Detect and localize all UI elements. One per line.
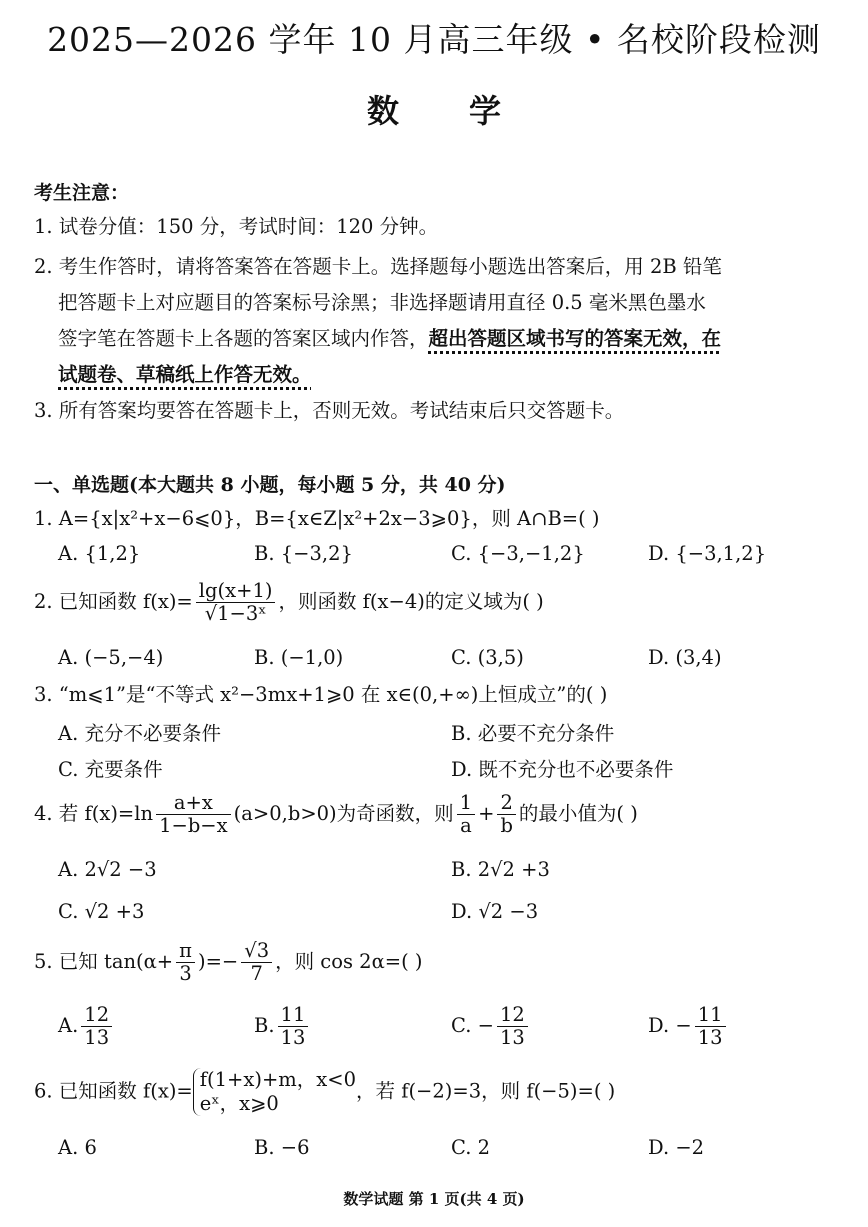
question-5-a-fraction (81, 1004, 112, 1049)
notice-item-1: 1. 试卷分值：150 分，考试时间：120 分钟。 (34, 215, 439, 238)
question-4-f2-den: b (500, 814, 513, 837)
question-5-d-den: 13 (697, 1026, 723, 1049)
question-2-pre: 2. 已知函数 f(x)= (34, 590, 193, 613)
question-5-a-label: A. (58, 1014, 79, 1037)
question-4-plus: + (478, 802, 495, 825)
question-2-option-c: C. (3,5) (451, 646, 524, 669)
question-5-sqrt-fraction (241, 940, 272, 985)
question-4-post: 的最小值为( ) (518, 802, 638, 825)
notice-item-2-line-4 (58, 362, 312, 388)
question-3-option-c: C. 充要条件 (58, 758, 163, 781)
question-6-post: ，若 f(−2)=3，则 f(−5)=( ) (356, 1079, 616, 1103)
question-4-fraction-1 (457, 792, 475, 837)
question-4-option-d: D. √2 −3 (451, 900, 539, 923)
question-4-numerator: a+x (156, 792, 231, 815)
question-5-pi-fraction (176, 940, 195, 985)
question-5-sqrt-den: 7 (250, 962, 263, 985)
question-6-option-b: B. −6 (254, 1136, 310, 1159)
question-6-pre: 6. 已知函数 f(x)= (34, 1079, 193, 1103)
notice-item-3: 3. 所有答案均要答在答题卡上，否则无效。考试结束后只交答题卡。 (34, 399, 625, 422)
question-5-option-c (451, 1004, 531, 1049)
page-footer: 数学试题 第 1 页(共 4 页) (343, 1190, 525, 1208)
question-5-mid: )=− (197, 950, 239, 973)
question-2-denominator: √1−3ˣ (204, 602, 267, 625)
question-2-option-d: D. (3,4) (648, 646, 722, 669)
subject-title: 数学 (366, 92, 571, 130)
question-4-mid: (a>0,b>0)为奇函数，则 (233, 802, 454, 825)
question-2-option-a: A. (−5,−4) (58, 646, 164, 669)
question-6-stem (34, 1068, 615, 1116)
section-1-heading: 一、单选题(本大题共 8 小题，每小题 5 分，共 40 分) (34, 474, 506, 496)
question-5-b-label: B. (254, 1014, 275, 1037)
notice-item-2-line-3 (58, 326, 721, 352)
question-2-numerator: lg(x+1) (196, 580, 276, 603)
question-5-pi-num: π (176, 940, 195, 963)
question-4-stem (34, 792, 638, 837)
question-5-b-den: 13 (280, 1026, 306, 1049)
question-2-option-b: B. (−1,0) (254, 646, 344, 669)
question-1-option-a: A. {1,2} (58, 542, 141, 565)
question-1-option-d: D. {−3,1,2} (648, 542, 767, 565)
notice-emphasis: 超出答题区域书写的答案无效，在 (428, 327, 722, 350)
question-1-option-c: C. {−3,−1,2} (451, 542, 585, 565)
question-3-stem: 3. “m⩽1”是“不等式 x²−3mx+1⩾0 在 x∈(0,+∞)上恒成立”的( ) (34, 683, 608, 706)
question-5-c-den: 13 (499, 1026, 525, 1049)
question-4-denominator: 1−b−x (159, 814, 228, 837)
question-1-stem: 1. A={x|x²+x−6⩽0}，B={x∈Z|x²+2x−3⩾0}，则 A∩B=( ) (34, 507, 600, 530)
question-5-d-label: D. − (648, 1014, 692, 1037)
question-6-piecewise (193, 1068, 356, 1116)
question-5-c-num: 12 (497, 1004, 528, 1027)
question-5-option-d (648, 1004, 729, 1049)
question-6-case-1: f(1+x)+m，x<0 (199, 1068, 357, 1091)
question-5-pi-den: 3 (179, 962, 192, 985)
question-5-pre: 5. 已知 tan(α+ (34, 950, 174, 973)
question-5-option-b (254, 1004, 311, 1049)
question-6-option-c: C. 2 (451, 1136, 491, 1159)
question-5-b-num: 11 (278, 1004, 309, 1027)
question-5-c-fraction (497, 1004, 528, 1049)
question-5-c-label: C. − (451, 1014, 494, 1037)
question-4-pre: 4. 若 f(x)=ln (34, 802, 154, 825)
question-5-post: ，则 cos 2α=( ) (275, 950, 423, 973)
question-5-sqrt-num: √3 (241, 940, 272, 963)
question-2-post: ，则函数 f(x−4)的定义域为( ) (278, 590, 544, 613)
question-3-option-b: B. 必要不充分条件 (451, 722, 615, 745)
question-2-fraction (196, 580, 276, 625)
question-5-option-a (58, 1004, 115, 1049)
notice-item-2-line-1: 2. 考生作答时，请将答案答在答题卡上。选择题每小题选出答案后，用 2B 铅笔 (34, 255, 722, 278)
question-4-f1-num: 1 (457, 792, 475, 815)
notice-item-2-line-3-plain: 签字笔在答题卡上各题的答案区域内作答， (58, 327, 429, 350)
question-1-option-b: B. {−3,2} (254, 542, 353, 565)
question-5-b-fraction (278, 1004, 309, 1049)
notice-item-2-line-2: 把答题卡上对应题目的答案标号涂黑；非选择题请用直径 0.5 毫米黑色墨水 (58, 291, 706, 314)
question-4-option-c: C. √2 +3 (58, 900, 145, 923)
question-3-option-a: A. 充分不必要条件 (58, 722, 221, 745)
notice-heading: 考生注意： (34, 182, 130, 204)
question-6-option-a: A. 6 (58, 1136, 97, 1159)
question-6-option-d: D. −2 (648, 1136, 705, 1159)
question-4-option-b: B. 2√2 +3 (451, 858, 550, 881)
question-6-case-2: eˣ，x⩾0 (199, 1092, 279, 1115)
question-3-option-d: D. 既不充分也不必要条件 (451, 758, 674, 781)
question-4-fraction (156, 792, 231, 837)
question-5-a-den: 13 (84, 1026, 110, 1049)
question-4-option-a: A. 2√2 −3 (58, 858, 157, 881)
question-4-f2-num: 2 (497, 792, 515, 815)
notice-emphasis-2: 试题卷、草稿纸上作答无效。 (58, 363, 312, 386)
question-5-a-num: 12 (81, 1004, 112, 1027)
question-4-fraction-2 (497, 792, 515, 837)
question-5-d-num: 11 (695, 1004, 726, 1027)
question-5-stem (34, 940, 423, 985)
question-2-stem (34, 580, 544, 625)
question-4-f1-den: a (460, 814, 472, 837)
question-5-d-fraction (695, 1004, 726, 1049)
exam-title: 2025—2026 学年 10 月高三年级 • 名校阶段检测 (47, 20, 821, 59)
